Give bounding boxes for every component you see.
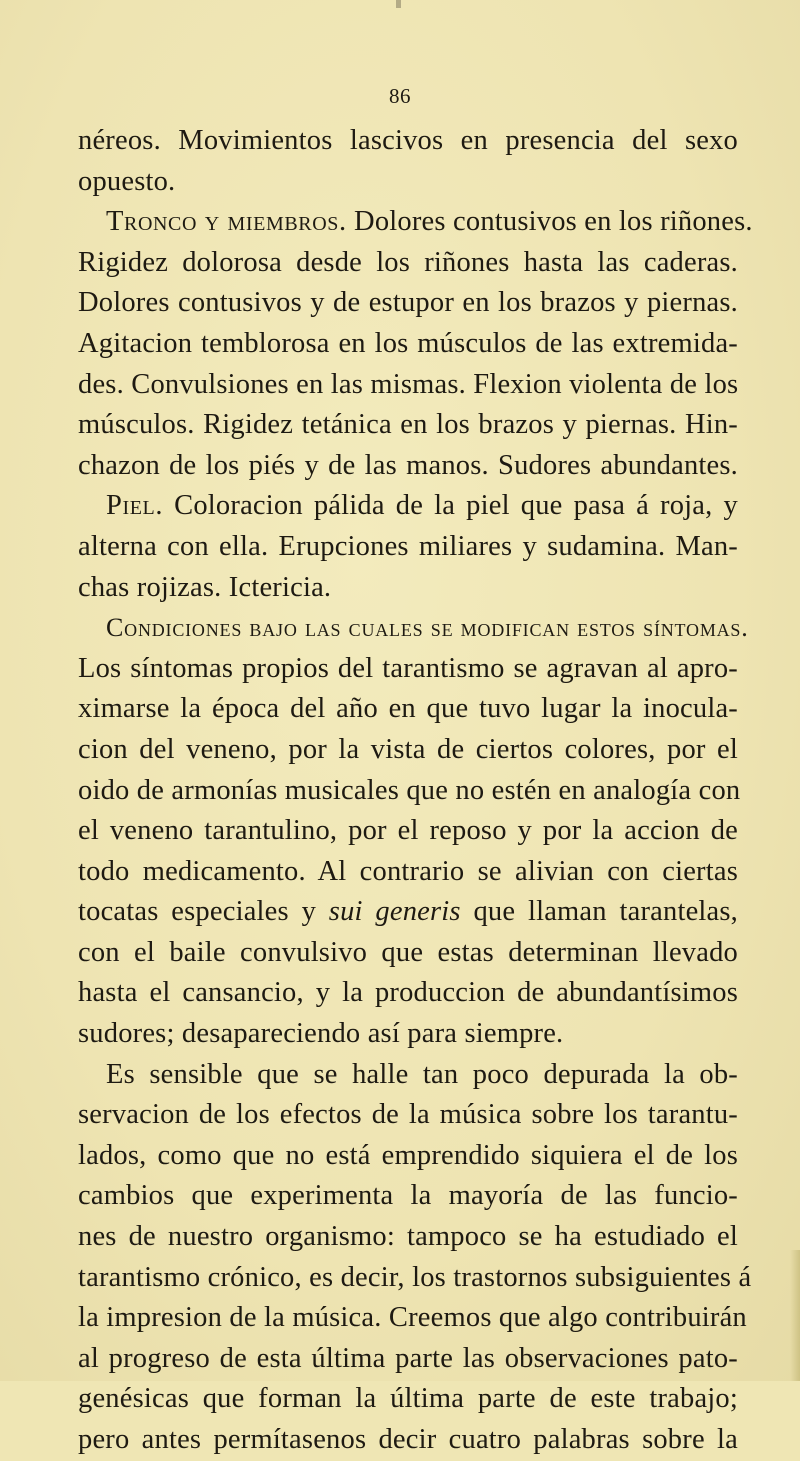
body-text — [78, 121, 753, 1461]
line-text: que llaman tarantelas, — [460, 896, 738, 928]
text-line: alterna con ella. Erupciones miliares y sudamina. Man- — [78, 530, 738, 562]
section-label-tronco: Tronco y miembros. — [106, 206, 347, 238]
text-line: cion del veneno, por la vista de ciertos colores, por el — [78, 733, 738, 765]
section-label-piel: Piel. — [106, 490, 164, 522]
text-line: la impresion de la música. Creemos que algo contribuirán — [78, 1302, 747, 1334]
italic-term: sui generis — [328, 896, 461, 928]
text-line: chas rojizas. Ictericia. — [78, 571, 332, 603]
text-line: Es sensible que se halle tan poco depurada la ob- — [106, 1058, 738, 1090]
text-line: Los síntomas propios del tarantismo se agravan al apro- — [78, 652, 738, 684]
section-heading — [78, 608, 749, 649]
text-line: el veneno tarantulino, por el reposo y por la accion de — [78, 815, 738, 847]
text-line: cambios que experimenta la mayoría de las funcio- — [78, 1180, 738, 1212]
section-label-condiciones: Condiciones bajo las cuales se modifican estos síntomas. — [106, 613, 749, 643]
text-line: néreos. Movimientos lascivos en presencia del sexo — [78, 125, 738, 156]
text-line: hasta el cansancio, y la produccion de abundantísimos — [78, 977, 738, 1009]
text-line: des. Convulsiones en las mismas. Flexion violenta de los — [78, 368, 739, 400]
text-line: con el baile convulsivo que estas determinan llevado — [78, 936, 738, 968]
text-line: oido de armonías musicales que no estén en analogía con — [78, 774, 741, 806]
text-line: Rigidez dolorosa desde los riñones hasta las caderas. — [78, 246, 738, 278]
text-line: músculos. Rigidez tetánica en los brazos y piernas. Hin- — [78, 409, 738, 441]
text-line: genésicas que forman la última parte de este trabajo; — [78, 1383, 738, 1415]
line-text: tocatas especiales y — [78, 896, 329, 928]
page-edge-shadow — [790, 1250, 800, 1381]
text-line: opuesto. — [78, 165, 176, 197]
text-line: Agitacion temblorosa en los músculos de las extremida- — [78, 327, 738, 359]
text-line: nes de nuestro organismo: tampoco se ha estudiado el — [78, 1221, 738, 1253]
page-top-mark — [396, 0, 401, 8]
line-text: Dolores contusivos en los riñones. — [346, 206, 753, 238]
text-line: chazon de los piés y de las manos. Sudores abundantes. — [78, 449, 738, 481]
text-line — [78, 486, 738, 527]
text-line: Dolores contusivos y de estupor en los brazos y piernas. — [78, 287, 738, 319]
text-line — [78, 892, 738, 933]
text-line — [78, 202, 753, 243]
text-line: todo medicamento. Al contrario se alivian con ciertas — [78, 855, 738, 887]
text-line: sudores; desapareciendo así para siempre. — [78, 1018, 564, 1050]
page-number: 86 — [389, 84, 411, 108]
text-line: pero antes permítasenos decir cuatro palabras sobre la — [78, 1424, 738, 1455]
text-line: lados, como que no está emprendido siquiera el de los — [78, 1139, 738, 1171]
text-line: servacion de los efectos de la música sobre los tarantu- — [78, 1099, 738, 1131]
text-line: al progreso de esta última parte las observaciones pato- — [78, 1342, 738, 1374]
line-text: Coloracion pálida de la piel que pasa á roja, y — [163, 490, 738, 522]
text-line: tarantismo crónico, es decir, los trastornos subsiguientes á — [78, 1261, 752, 1293]
text-line: ximarse la época del año en que tuvo lugar la inocula- — [78, 693, 738, 725]
